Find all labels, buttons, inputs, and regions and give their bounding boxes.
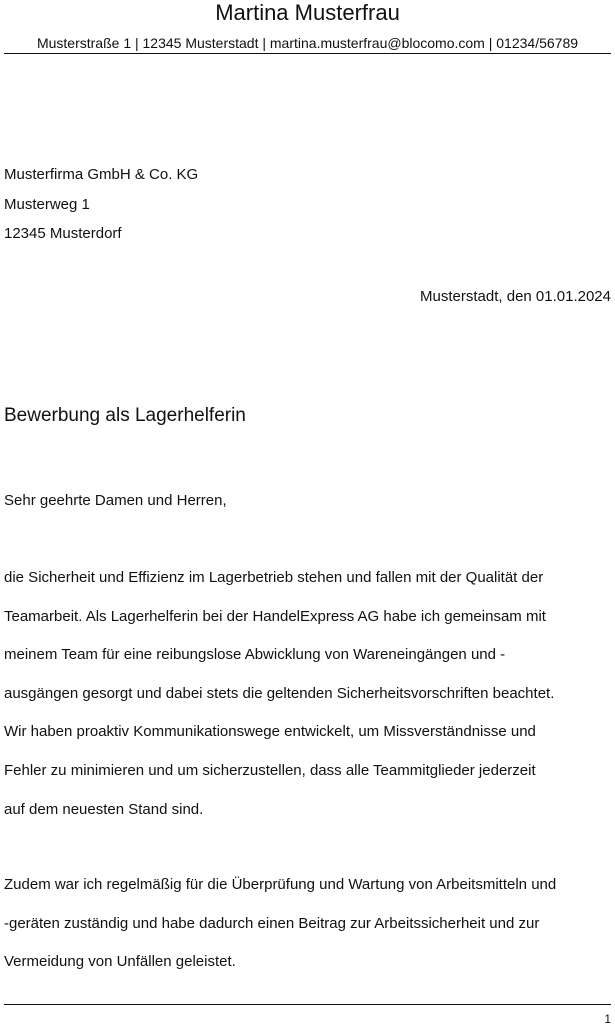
paragraph-line: ausgängen gesorgt und dabei stets die geltenden Sicherheitsvorschriften beachtet. (4, 684, 555, 702)
paragraph-line: meinem Team für eine reibungslose Abwicklung von Wareneingängen und - (4, 646, 506, 664)
recipient-city: 12345 Musterdorf (4, 225, 122, 242)
paragraph-line: Fehler zu minimieren und um sicherzustellen, dass alle Teammitglieder jederzeit (4, 761, 536, 779)
recipient-street: Musterweg 1 (4, 195, 90, 213)
paragraph-line: Vermeidung von Unfällen geleistet. (4, 953, 236, 971)
body-paragraph-2 (4, 866, 612, 982)
paragraph-line: auf dem neuesten Stand sind. (4, 800, 204, 818)
paragraph-line: Zudem war ich regelmäßig für die Überprüfung und Wartung von Arbeitsmitteln und (4, 876, 557, 893)
paragraph-line: -geräten zuständig und habe dadurch einen Beitrag zur Arbeitssicherheit und zur (4, 914, 540, 932)
recipient-company: Musterfirma GmbH & Co. KG (4, 166, 199, 183)
paragraph-line: Wir haben proaktiv Kommunikationswege entwickelt, um Missverständnisse und (4, 723, 536, 741)
recipient-address (4, 160, 198, 249)
header-divider (4, 53, 611, 54)
body-paragraph-1 (4, 559, 612, 829)
letter-subject: Bewerbung als Lagerhelferin (4, 405, 246, 426)
sender-contact-line: Musterstraße 1 | 12345 Musterstadt | martina.musterfrau@blocomo.com | 01234/56789 (36, 35, 579, 51)
letter-date: Musterstadt, den 01.01.2024 (420, 288, 611, 305)
sender-name: Martina Musterfrau (215, 0, 400, 25)
salutation: Sehr geehrte Damen und Herren, (4, 492, 227, 509)
paragraph-line: die Sicherheit und Effizienz im Lagerbetrieb stehen und fallen mit der Qualität der (4, 569, 544, 586)
page-number: 1 (604, 1012, 611, 1026)
paragraph-line: Teamarbeit. Als Lagerhelferin bei der HandelExpress AG habe ich gemeinsam mit (4, 607, 546, 625)
footer-divider (4, 1004, 611, 1005)
